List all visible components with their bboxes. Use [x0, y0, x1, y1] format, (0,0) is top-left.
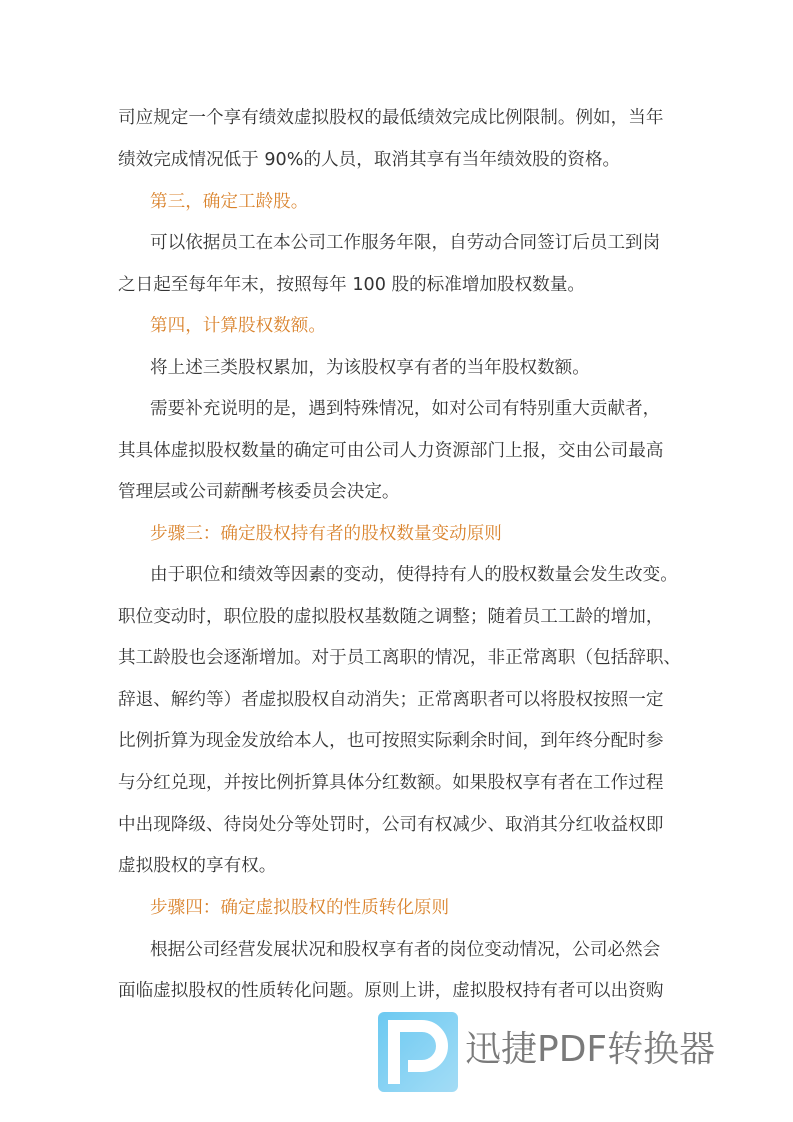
section-heading: 第三，确定工龄股。 [150, 192, 309, 212]
p-logo-icon [378, 1012, 458, 1092]
watermark-text: 迅捷PDF转换器 [465, 1029, 716, 1070]
body-line: 面临虚拟股权的性质转化问题。原则上讲，虚拟股权持有者可以出资购 [118, 981, 664, 1001]
body-line: 可以依据员工在本公司工作服务年限，自劳动合同签订后员工到岗 [150, 233, 661, 253]
body-line: 由于职位和绩效等因素的变动，使得持有人的股权数量会发生改变。 [150, 565, 678, 585]
body-line: 司应规定一个享有绩效虚拟股权的最低绩效完成比例限制。例如，当年 [118, 108, 664, 128]
body-line: 绩效完成情况低于 90%的人员，取消其享有当年绩效股的资格。 [118, 150, 621, 170]
body-line: 管理层或公司薪酬考核委员会决定。 [118, 482, 400, 502]
body-line: 辞退、解约等）者虚拟股权自动消失；正常离职者可以将股权按照一定 [118, 690, 664, 710]
body-line: 需要补充说明的是，遇到特殊情况，如对公司有特别重大贡献者， [150, 399, 661, 419]
body-line: 与分红兑现，并按比例折算具体分红数额。如果股权享有者在工作过程 [118, 773, 664, 793]
body-line: 其工龄股也会逐渐增加。对于员工离职的情况，非正常离职（包括辞职、 [118, 648, 682, 668]
body-line: 之日起至每年年末，按照每年 100 股的标准增加股权数量。 [118, 275, 586, 295]
section-heading: 步骤四：确定虚拟股权的性质转化原则 [150, 898, 450, 918]
section-heading: 步骤三：确定股权持有者的股权数量变动原则 [150, 524, 502, 544]
body-line: 中出现降级、待岗处分等处罚时，公司有权减少、取消其分红收益权即 [118, 815, 664, 835]
body-line: 将上述三类股权累加，为该股权享有者的当年股权数额。 [150, 358, 590, 378]
body-line: 其具体虚拟股权数量的确定可由公司人力资源部门上报，交由公司最高 [118, 441, 664, 461]
section-heading: 第四，计算股权数额。 [150, 316, 326, 336]
body-line: 虚拟股权的享有权。 [118, 856, 277, 876]
body-line: 根据公司经营发展状况和股权享有者的岗位变动情况，公司必然会 [150, 940, 661, 960]
body-line: 比例折算为现金发放给本人，也可按照实际剩余时间，到年终分配时参 [118, 731, 664, 751]
body-line: 职位变动时，职位股的虚拟股权基数随之调整；随着员工工龄的增加， [118, 607, 664, 627]
